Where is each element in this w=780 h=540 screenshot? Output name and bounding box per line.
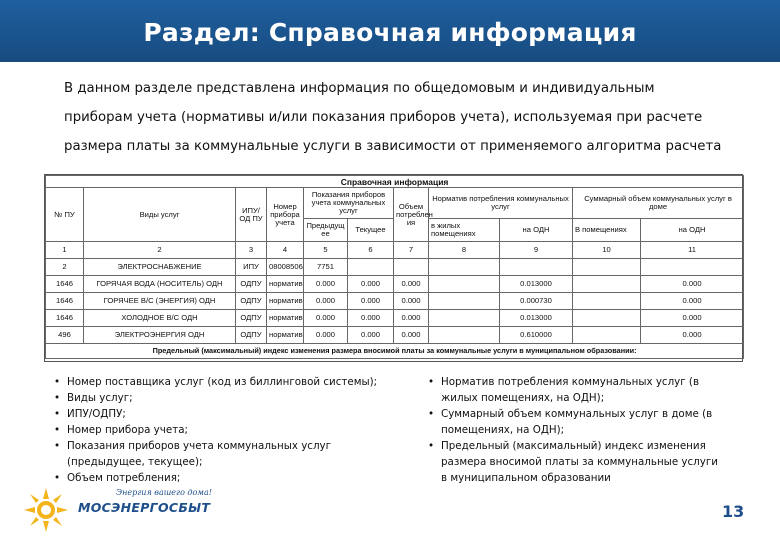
- cell-norm-res: [429, 293, 500, 310]
- cell-service: ГОРЯЧЕЕ В/С (ЭНЕРГИЯ) ОДН: [84, 293, 236, 310]
- cell-ipu: ИПУ: [236, 259, 267, 276]
- cell-prev: 0.000: [304, 310, 348, 327]
- cell-no: 1646: [46, 293, 84, 310]
- header-norm-odn: на ОДН: [500, 219, 573, 242]
- cell-curr: [348, 259, 394, 276]
- header-total-odn: на ОДН: [641, 219, 744, 242]
- col-num: 5: [304, 242, 348, 259]
- slide-header: [0, 0, 780, 62]
- sun-icon: [22, 486, 70, 534]
- table-footer: Предельный (максимальный) индекс изменения размера вносимой платы за коммунальные услуги в муниципальном образовании:: [46, 344, 744, 359]
- cell-no: 496: [46, 327, 84, 344]
- cell-total-res: [573, 293, 641, 310]
- cell-no: 2: [46, 259, 84, 276]
- page-number: 13: [722, 502, 745, 521]
- cell-total-res: [573, 310, 641, 327]
- cell-total-odn: 0.000: [641, 293, 744, 310]
- cell-curr: 0.000: [348, 276, 394, 293]
- header-total-residential: В помещениях: [573, 219, 641, 242]
- cell-prev: 7751: [304, 259, 348, 276]
- cell-service: ЭЛЕКТРОСНАБЖЕНИЕ: [84, 259, 236, 276]
- cell-device: 08008506: [267, 259, 304, 276]
- slide-title: Раздел: Справочная информация: [143, 18, 637, 47]
- intro-text: [64, 74, 744, 161]
- table-row: [46, 327, 744, 344]
- col-num: 3: [236, 242, 267, 259]
- list-item: • Номер прибора учета;: [52, 422, 397, 438]
- intro-line-1: В данном разделе представлена информация по общедомовым и индивидуальным: [64, 81, 655, 96]
- header-norm-residential: в жилых помещениях: [429, 219, 500, 242]
- cell-volume: [394, 259, 429, 276]
- logo-slogan: Энергия вашего дома!: [116, 488, 212, 497]
- cell-norm-res: [429, 310, 500, 327]
- table-caption: Справочная информация: [46, 176, 744, 188]
- bullet-list-right: [426, 374, 726, 486]
- cell-total-res: [573, 259, 641, 276]
- list-item: • Объем потребления;: [52, 470, 397, 486]
- cell-total-res: [573, 327, 641, 344]
- cell-device: норматив: [267, 327, 304, 344]
- col-num: 9: [500, 242, 573, 259]
- list-item: • Суммарный объем коммунальных услуг в доме (в помещениях, на ОДН);: [426, 406, 726, 438]
- cell-total-odn: 0.000: [641, 310, 744, 327]
- list-item: • ИПУ/ОДПУ;: [52, 406, 397, 422]
- header-services: Виды услуг: [84, 188, 236, 242]
- cell-norm-odn: 0.000730: [500, 293, 573, 310]
- reference-table-panel: [44, 174, 743, 362]
- col-num: 2: [84, 242, 236, 259]
- cell-total-odn: 0.000: [641, 276, 744, 293]
- table-row: [46, 276, 744, 293]
- cell-curr: 0.000: [348, 327, 394, 344]
- col-num: 10: [573, 242, 641, 259]
- header-no: № ПУ: [46, 188, 84, 242]
- cell-volume: 0.000: [394, 293, 429, 310]
- column-number-row: [46, 242, 744, 259]
- list-item: • Номер поставщика услуг (код из биллинговой системы);: [52, 374, 397, 390]
- header-ipu: ИПУ/ОД ПУ: [236, 188, 267, 242]
- table-row: [46, 259, 744, 276]
- intro-line-3: размера платы за коммунальные услуги в зависимости от применяемого алгоритма расчета: [64, 139, 722, 154]
- header-prev: Предыдущ ее: [304, 219, 348, 242]
- cell-volume: 0.000: [394, 327, 429, 344]
- cell-total-odn: 0.000: [641, 327, 744, 344]
- list-item: • Виды услуг;: [52, 390, 397, 406]
- cell-service: ЭЛЕКТРОЭНЕРГИЯ ОДН: [84, 327, 236, 344]
- cell-service: ХОЛОДНОЕ В/С ОДН: [84, 310, 236, 327]
- col-num: 1: [46, 242, 84, 259]
- cell-volume: 0.000: [394, 276, 429, 293]
- cell-total-res: [573, 276, 641, 293]
- cell-norm-res: [429, 327, 500, 344]
- cell-device: норматив: [267, 276, 304, 293]
- cell-prev: 0.000: [304, 327, 348, 344]
- logo-name: МОСЭНЕРГОСБЫТ: [78, 500, 211, 515]
- cell-no: 1646: [46, 310, 84, 327]
- cell-volume: 0.000: [394, 310, 429, 327]
- cell-norm-res: [429, 276, 500, 293]
- col-num: 11: [641, 242, 744, 259]
- cell-prev: 0.000: [304, 293, 348, 310]
- cell-norm-res: [429, 259, 500, 276]
- header-device-number: Номер прибора учета: [267, 188, 304, 242]
- cell-service: ГОРЯЧАЯ ВОДА (НОСИТЕЛЬ) ОДН: [84, 276, 236, 293]
- cell-no: 1646: [46, 276, 84, 293]
- reference-table: [45, 175, 744, 359]
- cell-norm-odn: 0.013000: [500, 310, 573, 327]
- cell-ipu: ОДПУ: [236, 310, 267, 327]
- header-readings: Показания приборов учета коммунальных услуг: [304, 188, 394, 219]
- list-item: • Предельный (максимальный) индекс изменения размера вносимой платы за коммунальные услуги в муниципальном образовании: [426, 438, 726, 486]
- header-total: Суммарный объем коммунальных услуг в доме: [573, 188, 744, 219]
- bullet-list-left: [52, 374, 397, 486]
- intro-line-2: приборам учета (нормативы и/или показания приборов учета), используемая при расчете: [64, 110, 703, 125]
- cell-prev: 0.000: [304, 276, 348, 293]
- cell-norm-odn: 0.013000: [500, 276, 573, 293]
- header-curr: Текущее: [348, 219, 394, 242]
- cell-ipu: ОДПУ: [236, 276, 267, 293]
- table-row: [46, 310, 744, 327]
- col-num: 4: [267, 242, 304, 259]
- cell-norm-odn: 0.610000: [500, 327, 573, 344]
- table-row: [46, 293, 744, 310]
- list-item: • Показания приборов учета коммунальных услуг (предыдущее, текущее);: [52, 438, 397, 470]
- col-num: 7: [394, 242, 429, 259]
- cell-device: норматив: [267, 293, 304, 310]
- company-logo: [22, 486, 222, 532]
- header-volume: Объем потреблен ия: [394, 188, 429, 242]
- cell-norm-odn: [500, 259, 573, 276]
- cell-curr: 0.000: [348, 310, 394, 327]
- header-norm: Норматив потребления коммунальных услуг: [429, 188, 573, 219]
- list-item: • Норматив потребления коммунальных услуг (в жилых помещениях, на ОДН);: [426, 374, 726, 406]
- cell-total-odn: [641, 259, 744, 276]
- cell-ipu: ОДПУ: [236, 293, 267, 310]
- col-num: 8: [429, 242, 500, 259]
- col-num: 6: [348, 242, 394, 259]
- cell-curr: 0.000: [348, 293, 394, 310]
- cell-device: норматив: [267, 310, 304, 327]
- cell-ipu: ОДПУ: [236, 327, 267, 344]
